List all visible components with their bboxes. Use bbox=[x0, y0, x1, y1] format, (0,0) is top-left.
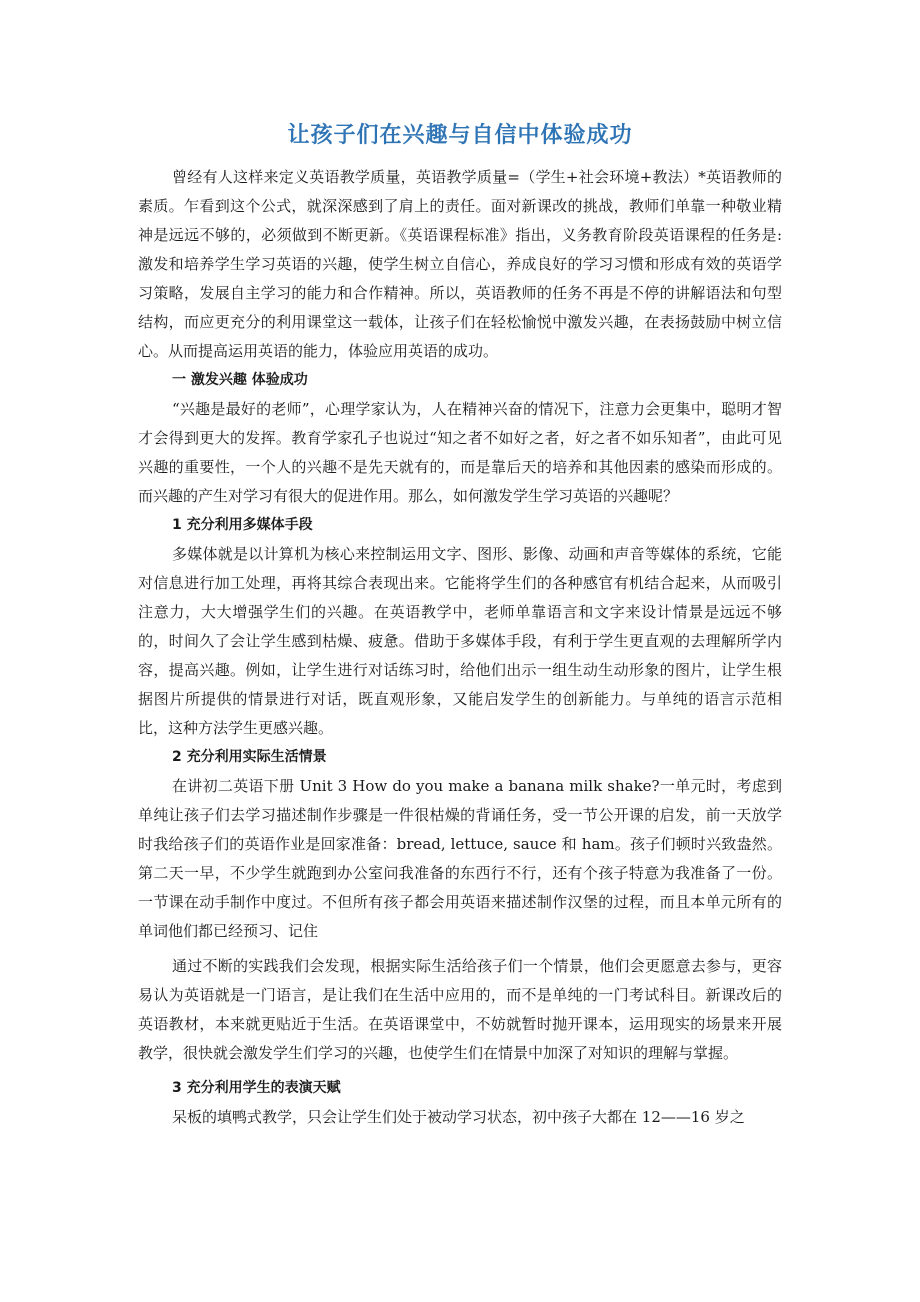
paragraph-multimedia: 多媒体就是以计算机为核心来控制运用文字、图形、影像、动画和声音等媒体的系统，它能对信息进行加工处理，再将其综合表现出来。它能将学生们的各种感官有机结合起来，从而吸引注意力，大大增强学生们的兴趣。在英语教学中，老师单靠语言和文字来设计情景是远远不够的，时间久了会让学生感到枯燥、疲惫。借助于多媒体手段，有利于学生更直观的去理解所学内容，提高兴趣。例如，让学生进行对话练习时，给他们出示一组生动生动形象的图片，让学生根据图片所提供的情景进行对话，既直观形象，又能启发学生的创新能力。与单纯的语言示范相比，这种方法学生更感兴趣。 bbox=[138, 545, 782, 737]
document-title: 让孩子们在兴趣与自信中体验成功 bbox=[287, 123, 633, 148]
subheading-performance: 3 充分利用学生的表演天赋 bbox=[172, 1080, 341, 1096]
subheading-real-life: 2 充分利用实际生活情景 bbox=[172, 749, 327, 765]
paragraph-intro: 曾经有人这样来定义英语教学质量，英语教学质量=（学生+社会环境+教法）*英语教师的素质。乍看到这个公式，就深深感到了肩上的责任。面对新课改的挑战，教师们单靠一种敬业精神是远远不够的，必须做到不断更新。《英语课程标准》指出，义务教育阶段英语课程的任务是: 激发和培养学生学习英语的兴趣，使学生树立自信心，养成良好的学习习惯和形成有效的英语学习策略，发展自主学习的能力和合作精神。所以，英语教师的任务不再是不停的讲解语法和句型结构，而应更充分的利用课堂这一载体，让孩子们在轻松愉悦中激发兴趣，在表扬鼓励中树立信心。从而提高运用英语的能力，体验应用英语的成功。 bbox=[138, 168, 782, 360]
paragraph-practice: 通过不断的实践我们会发现，根据实际生活给孩子们一个情景，他们会更愿意去参与，更容易认为英语就是一门语言，是让我们在生活中应用的，而不是单纯的一门考试科目。新课改后的英语教材，本来就更贴近于生活。在英语课堂中，不妨就暂时抛开课本，运用现实的场景来开展教学，很快就会激发学生们学习的兴趣，也使学生们在情景中加深了对知识的理解与掌握。 bbox=[138, 957, 782, 1062]
document-body bbox=[138, 163, 782, 1132]
paragraph-real-life: 在讲初二英语下册 Unit 3 How do you make a banana milk shake?一单元时，考虑到单纯让孩子们去学习描述制作步骤是一件很枯燥的背诵任务，受一节公开课的启发，前一天放学时我给孩子们的英语作业是回家准备：bread, lettuce, sauce 和 ham。孩子们顿时兴致盎然。第二天一早，不少学生就跑到办公室问我准备的东西行不行，还有个孩子特意为我准备了一份。一节课在动手制作中度过。不但所有孩子都会用英语来描述制作汉堡的过程，而且本单元所有的单词他们都已经预习、记住 bbox=[138, 777, 782, 940]
paragraph-interest: “兴趣是最好的老师”，心理学家认为，人在精神兴奋的情况下，注意力会更集中，聪明才智才会得到更大的发挥。教育学家孔子也说过“知之者不如好之者，好之者不如乐知者”，由此可见兴趣的重要性，一个人的兴趣不是先天就有的，而是靠后天的培养和其他因素的感染而形成的。而兴趣的产生对学习有很大的促进作用。那么，如何激发学生学习英语的兴趣呢？ bbox=[138, 400, 782, 505]
section-heading-1: 一 激发兴趣 体验成功 bbox=[172, 372, 308, 388]
subheading-multimedia: 1 充分利用多媒体手段 bbox=[172, 517, 313, 533]
paragraph-performance: 呆板的填鸭式教学，只会让学生们处于被动学习状态，初中孩子大都在 12——16 岁之 bbox=[172, 1108, 745, 1126]
